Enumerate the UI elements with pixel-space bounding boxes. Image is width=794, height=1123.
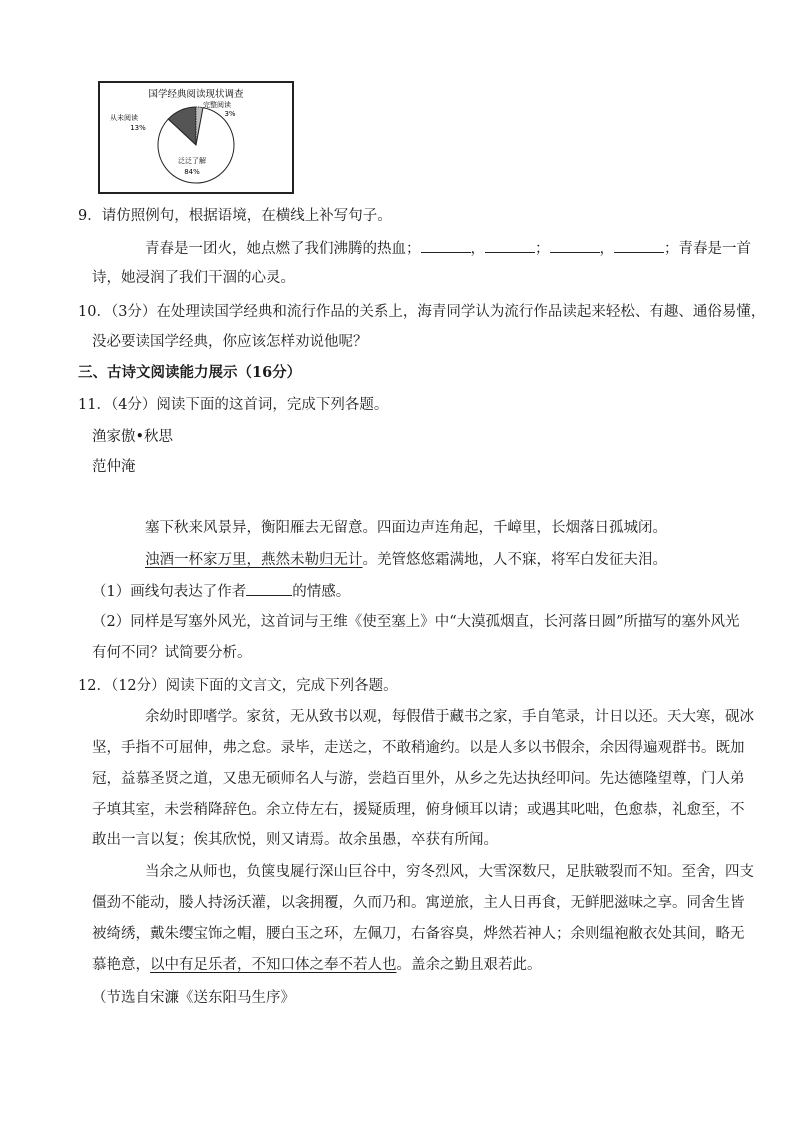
q11-sub2-line1: （2）同样是写塞外风光，这首词与王维《使至塞上》中“大漠孤烟直，长河落日圆”所描写的塞外风光 <box>92 614 740 630</box>
q9-blank-4[interactable] <box>614 238 664 253</box>
chart-title: 国学经典阅读现状调查 <box>148 89 244 100</box>
q9-line1 <box>145 238 751 259</box>
pct-general: 84% <box>184 168 200 176</box>
verse2-rest: 。羌管悠悠霜满地，人不寐，将军白发征夫泪。 <box>362 552 667 568</box>
q12-p1-line: 冠，益慕圣贤之道，又患无硕师名人与游，尝趋百里外，从乡之先达执经叩问。先达德隆望尊，门人弟 <box>92 771 745 787</box>
q11-stem: 11．（4分）阅读下面的这首词，完成下列各题。 <box>78 397 389 413</box>
q12-p1-line: 子填其室，未尝稍降辞色。余立侍左右，援疑质理，俯身倾耳以请；或遇其叱咄，色愈恭，礼愈至，不 <box>92 802 745 818</box>
q9-line1-b: ；青春是一首 <box>664 241 751 257</box>
q12-stem: 12．（12分）阅读下面的文言文，完成下列各题。 <box>78 678 398 694</box>
q9-stem: 9．请仿照例句，根据语境，在横线上补写句子。 <box>78 208 392 224</box>
q12-p1-line: 余幼时即嗜学。家贫，无从致书以观，每假借于藏书之家，手自笔录，计日以还。天大寒，砚冰 <box>145 709 754 725</box>
q11-sub1-a: （1）画线句表达了作者 <box>92 584 247 600</box>
q12-p1-line: 敢出一言以复；俟其欣悦，则又请焉。故余虽愚，卒获有所闻。 <box>92 832 498 848</box>
section3-title: 三、古诗文阅读能力展示（16分） <box>78 364 302 381</box>
q11-sub2-line2: 有何不同？试简要分析。 <box>92 645 252 661</box>
q9-sep1: ， <box>470 241 485 257</box>
q9-line1-a: 青春是一团火，她点燃了我们沸腾的热血； <box>145 241 421 257</box>
verse2-underlined: 浊酒一杯家万里，燕然未勒归无计 <box>145 552 363 568</box>
pct-complete: 3% <box>224 110 236 118</box>
q12-p2-line: 被绮绣，戴朱缨宝饰之帽，腰白玉之环，左佩刀，右备容臭，烨然若神人；余则缊袍敝衣处其间，略无 <box>92 926 745 942</box>
poem-verse1: 塞下秋来风景异，衡阳雁去无留意。四面边声连角起，千嶂里，长烟落日孤城闭。 <box>145 520 667 536</box>
label-never: 从未阅读 <box>110 114 138 122</box>
q12-source: （节选自宋濂《送东阳马生序》 <box>92 990 295 1006</box>
q12-p2-line: 当余之从师也，负箧曳屣行深山巨谷中，穷冬烈风，大雪深数尺，足肤皲裂而不知。至舍，四支 <box>145 864 754 880</box>
p2-last-underlined: 以中有足乐者，不知口体之奉不若人也 <box>150 957 397 973</box>
q9-sep2: ； <box>535 241 550 257</box>
q11-sub1-blank[interactable] <box>246 581 292 596</box>
q11-sub1-b: 的情感。 <box>292 584 351 600</box>
q9-line2: 诗，她浸润了我们干涸的心灵。 <box>92 270 295 286</box>
q9-sep3: ， <box>599 241 614 257</box>
survey-chart <box>98 81 294 194</box>
label-general: 泛泛了解 <box>178 157 206 165</box>
p2-last-a: 慕艳意， <box>92 957 150 973</box>
q12-p2-line: 僵劲不能动，媵人持汤沃灌，以衾拥覆，久而乃和。寓逆旅，主人日再食，无鲜肥滋味之享。同舍生皆 <box>92 895 745 911</box>
q11-sub1 <box>92 581 350 602</box>
q9-blank-2[interactable] <box>485 238 535 253</box>
pct-never: 13% <box>130 124 146 132</box>
q12-p2-last <box>92 955 542 975</box>
poem-author: 范仲淹 <box>92 459 136 475</box>
q10-line2: 没必要读国学经典，你应该怎样劝说他呢？ <box>92 334 368 350</box>
label-complete: 完整阅读 <box>203 101 231 109</box>
q9-blank-3[interactable] <box>550 238 600 253</box>
pie-chart <box>100 83 292 192</box>
p2-last-b: 。盖余之勤且艰若此。 <box>396 957 542 973</box>
poem-verse2 <box>145 550 667 570</box>
q12-p1-line: 坚，手指不可屈伸，弗之怠。录毕，走送之，不敢稍逾约。以是人多以书假余，余因得遍观群书。既加 <box>92 740 745 756</box>
poem-title: 渔家傲•秋思 <box>92 429 174 445</box>
q9-blank-1[interactable] <box>421 238 471 253</box>
q10-line1: 10．（3分）在处理读国学经典和流行作品的关系上，海青同学认为流行作品读起来轻松、有趣、通俗易懂， <box>78 304 766 320</box>
